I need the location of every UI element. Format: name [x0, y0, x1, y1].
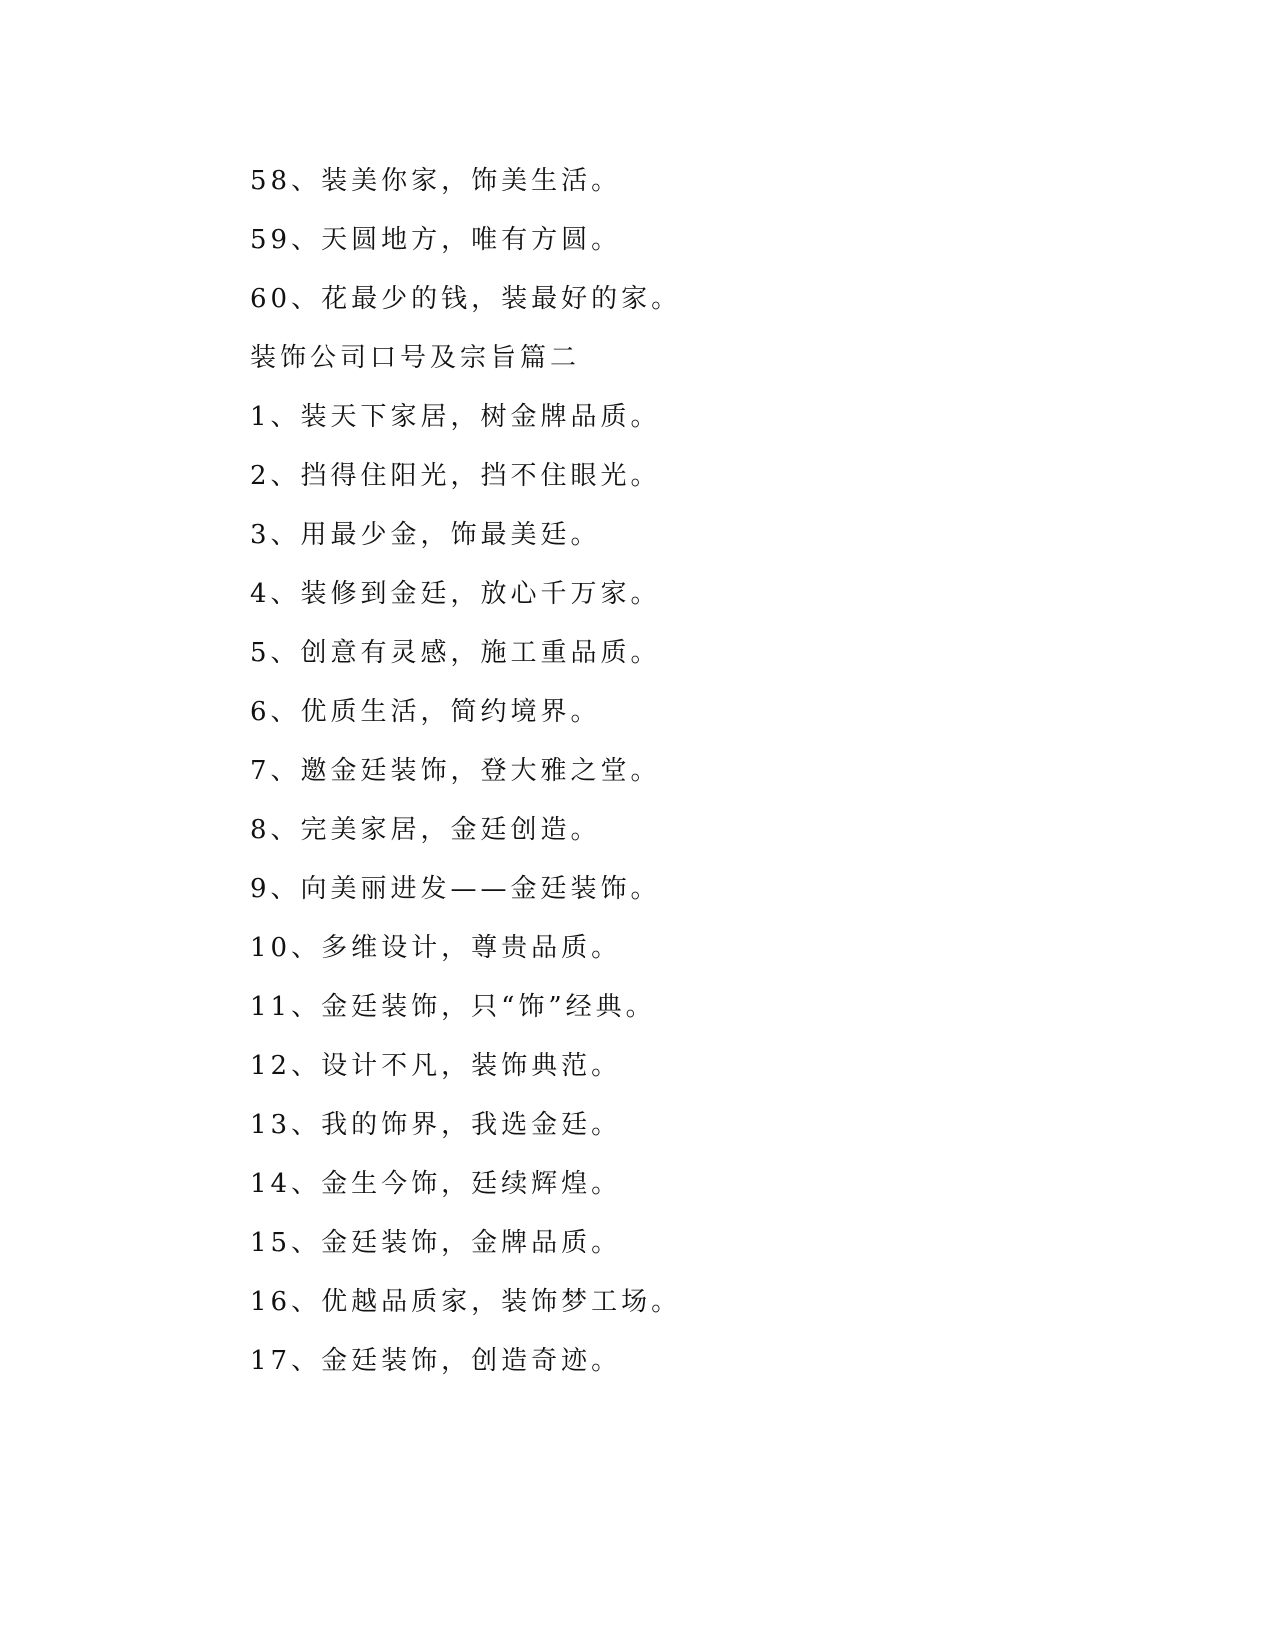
slogan-line-58: 58、装美你家，饰美生活。	[250, 166, 622, 196]
slogan-line-10: 10、多维设计，尊贵品质。	[250, 933, 622, 963]
slogan-line-11: 11、金廷装饰，只“饰”经典。	[250, 992, 656, 1022]
section-heading: 装饰公司口号及宗旨篇二	[250, 343, 581, 373]
slogan-line-1: 1、装天下家居，树金牌品质。	[250, 402, 661, 432]
slogan-line-16: 16、优越品质家，装饰梦工场。	[250, 1287, 682, 1317]
slogan-line-15: 15、金廷装饰，金牌品质。	[250, 1228, 622, 1258]
slogan-line-2: 2、挡得住阳光，挡不住眼光。	[250, 461, 661, 491]
slogan-line-8: 8、完美家居，金廷创造。	[250, 815, 601, 845]
slogan-line-7: 7、邀金廷装饰，登大雅之堂。	[250, 756, 661, 786]
slogan-line-60: 60、花最少的钱，装最好的家。	[250, 284, 682, 314]
slogan-line-3: 3、用最少金，饰最美廷。	[250, 520, 601, 550]
slogan-line-5: 5、创意有灵感，施工重品质。	[250, 638, 661, 668]
slogan-line-13: 13、我的饰界，我选金廷。	[250, 1110, 622, 1140]
slogan-line-9: 9、向美丽进发——金廷装饰。	[250, 874, 661, 904]
slogan-line-59: 59、天圆地方，唯有方圆。	[250, 225, 622, 255]
slogan-line-14: 14、金生今饰，廷续辉煌。	[250, 1169, 622, 1199]
slogan-line-6: 6、优质生活，简约境界。	[250, 697, 601, 727]
slogan-line-4: 4、装修到金廷，放心千万家。	[250, 579, 661, 609]
slogan-list	[250, 160, 1150, 1399]
slogan-line-12: 12、设计不凡，装饰典范。	[250, 1051, 622, 1081]
slogan-line-17: 17、金廷装饰，创造奇迹。	[250, 1346, 622, 1376]
